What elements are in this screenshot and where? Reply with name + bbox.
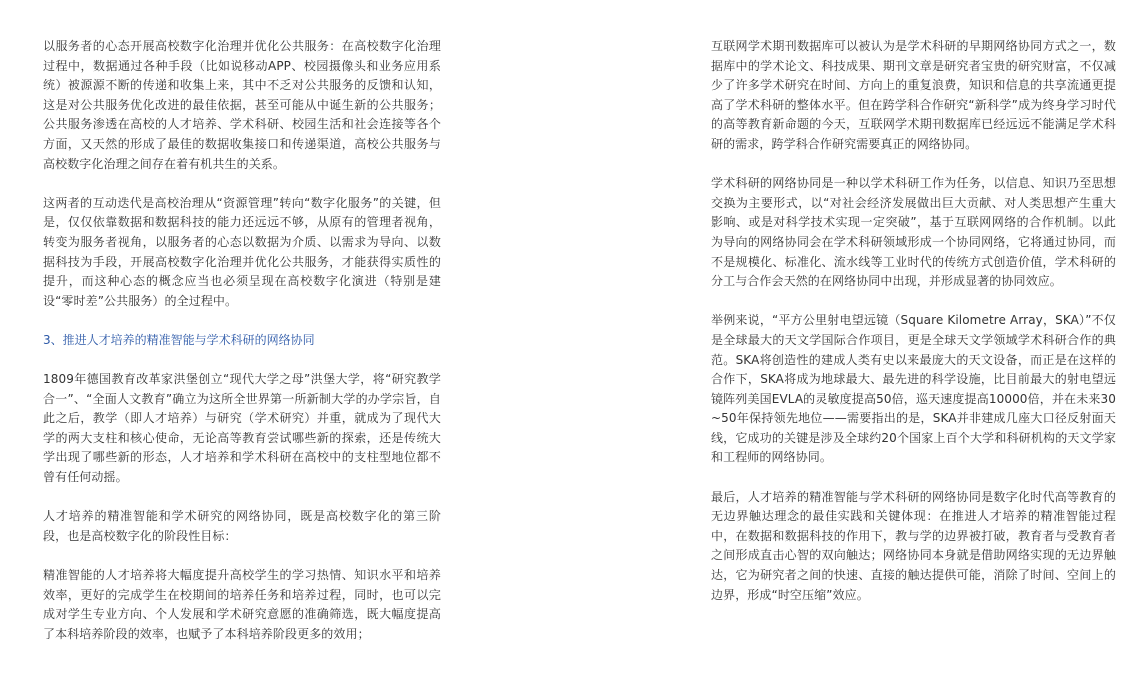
paragraph-gap: [43, 488, 441, 508]
paragraph-humboldt: 1809年德国教育改革家洪堡创立“现代大学之母”洪堡大学，将“研究教学合一”、“全面人文教育”确立为这所全世界第一所新制大学的办学宗旨，自此之后，教学（即人才培养）与研究（学术研究）并重，就成为了现代大学的两大支柱和核心使命，无论高等教育尝试哪些新的探索，还是传统大学出现了哪些新的形态，人才培养和学术科研在高校中的支柱型地位都不曾有任何动摇。: [43, 372, 441, 485]
paragraph-network-collaboration: 学术科研的网络协同是一种以学术科研工作为任务，以信息、知识乃至思想交换为主要形式，以“对社会经济发展做出巨大贡献、对人类思想产生重大影响、或是对科学技术实现一定突破”，基于互联网网络的合作机制。以此为导向的网络协同会在学术科研领域形成一个协同网络，它将通过协同，而不是规模化、标准化、流水线等工业时代的传统方式创造价值，学术科研的分工与合作会天然的在网络协同中出现，并形成显著的协同效应。: [711, 176, 1116, 289]
paragraph-conclusion: 最后，人才培养的精准智能与学术科研的网络协同是数字化时代高等教育的无边界触达理念的最佳实践和关键体现：在推进人才培养的精准智能过程中，在数据和数据科技的作用下，教与学的边界被打破，教育者与受教育者之间形成直击心智的双向触达；网络协同本身就是借助网络实现的无边界触达，它为研究者之间的快速、直接的触达提供可能，消除了时间、空间上的边界，形成“时空压缩”效应。: [711, 489, 1116, 602]
paragraph-gap: [43, 174, 441, 194]
paragraph-gap: [711, 468, 1116, 488]
paragraph-third-stage: 人才培养的精准智能和学术研究的网络协同，既是高校数字化的第三阶段，也是高校数字化的阶段性目标：: [43, 509, 441, 543]
paragraph-talent-cultivation: 精准智能的人才培养将大幅度提升高校学生的学习热情、知识水平和培养效率，更好的完成学生在校期间的培养任务和培养过程，同时，也可以完成对学生专业方向、个人发展和学术研究意愿的准确筛选，既大幅度提高了本科培养阶段的效率，也赋予了本科培养阶段更多的效用；: [43, 568, 441, 641]
paragraph-gap: [43, 351, 441, 371]
left-column: [43, 37, 441, 644]
right-column: [711, 37, 1116, 605]
paragraph-ska-example: 举例来说，“平方公里射电望远镜（Square Kilometre Array，SKA）”不仅是全球最大的天文学国际合作项目，更是全球天文学领域学术科研合作的典范。SKA将创造性的建成人类有史以来最庞大的天文设备，而正是在这样的合作下，SKA将成为地球最大、最先进的科学设施，比目前最大的射电望远镜阵列美国EVLA的灵敏度提高50倍，巡天速度提高10000倍，并在未来30~50年保持领先地位——需要指出的是，SKA并非建成几座大口径反射面天线，它成功的关键是涉及全球约20个国家上百个大学和科研机构的天文学家和工程师的网络协同。: [711, 313, 1116, 465]
paragraph-journal-database: 互联网学术期刊数据库可以被认为是学术科研的早期网络协同方式之一，数据库中的学术论文、科技成果、期刊文章是研究者宝贵的研究财富，不仅减少了许多学术研究在时间、方向上的重复浪费，知识和信息的共享流通更提高了学术科研的整体水平。但在跨学科合作研究“新科学”成为终身学习时代的高等教育新命题的今天，互联网学术期刊数据库已经远远不能满足学术科研的需求，跨学科合作研究需要真正的网络协同。: [711, 39, 1116, 151]
section-heading: 3、推进人才培养的精准智能与学术科研的网络协同: [43, 332, 315, 347]
paragraph-gap: [43, 311, 441, 331]
paragraph-public-service: 以服务者的心态开展高校数字化治理并优化公共服务：在高校数字化治理过程中，数据通过各种手段（比如说移动APP、校园摄像头和业务应用系统）被源源不断的传递和收集上来，其中不乏对公共服务的反馈和认知，这是对公共服务优化改进的最佳依据，甚至可能从中诞生新的公共服务；公共服务渗透在高校的人才培养、学术科研、校园生活和社会连接等各个方面，又天然的形成了最佳的数据收集接口和传递渠道，高校公共服务与高校数字化治理之间存在着有机共生的关系。: [43, 39, 441, 171]
paragraph-gap: [711, 155, 1116, 175]
paragraph-gap: [43, 546, 441, 566]
paragraph-gap: [711, 292, 1116, 312]
paragraph-interaction-iteration: 这两者的互动迭代是高校治理从“资源管理”转向“数字化服务”的关键，但是，仅仅依靠数据和数据科技的能力还远远不够，从原有的管理者视角，转变为服务者视角，以服务者的心态以数据为介质、以需求为导向、以数据科技为手段，开展高校数字化治理并优化公共服务，才能获得实质性的提升，而这种心态的概念应当也必须呈现在高校数字化演进（特别是建设“零时差”公共服务）的全过程中。: [43, 195, 441, 308]
